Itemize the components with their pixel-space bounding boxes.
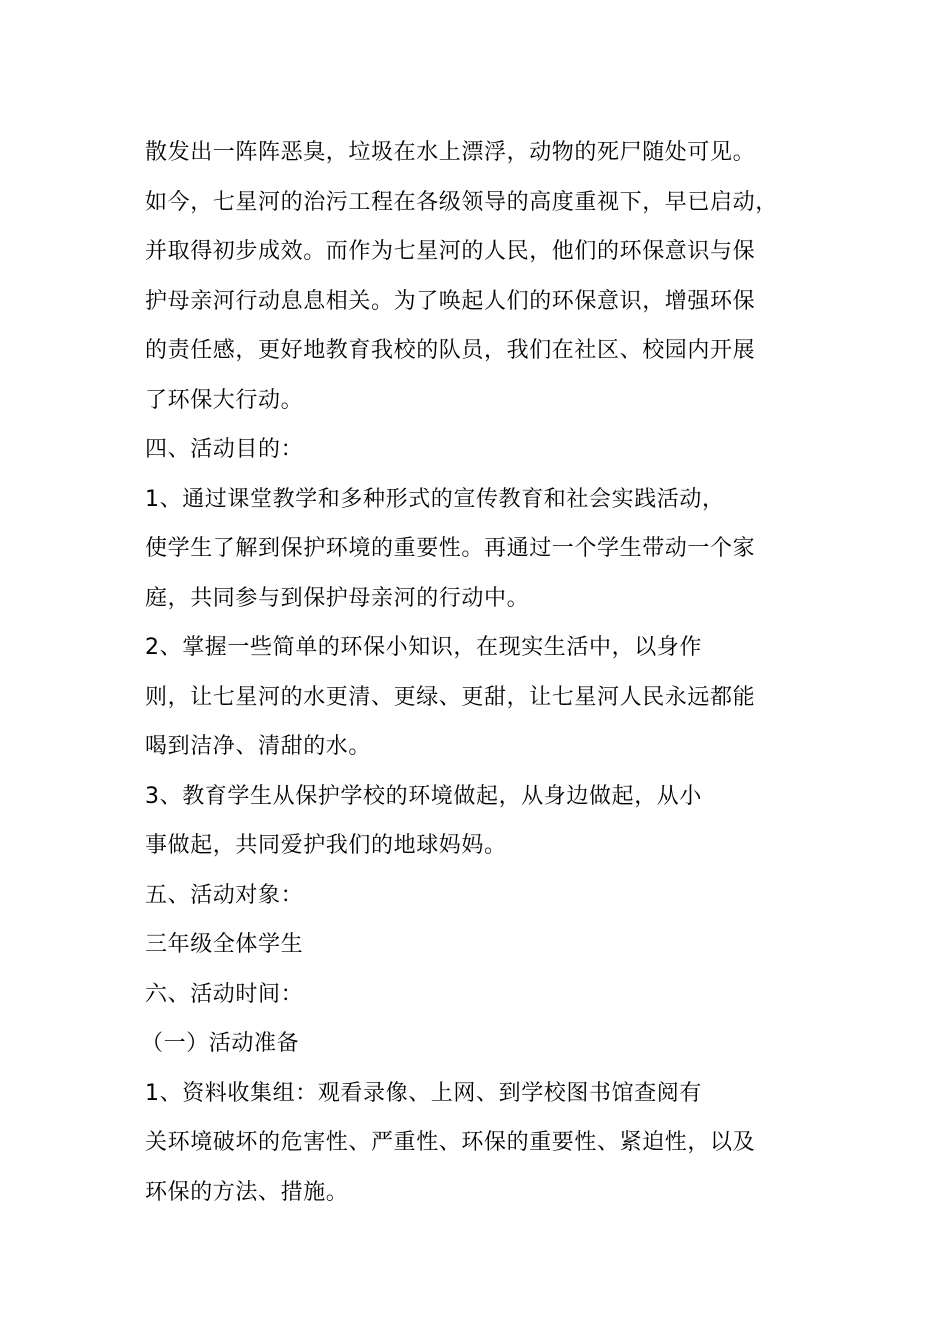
paragraph-line: 散发出一阵阵恶臭，垃圾在水上漂浮，动物的死尸随处可见。 (145, 140, 756, 165)
list-item-line: 2、掌握一些简单的环保小知识，在现实生活中，以身作 (145, 635, 702, 660)
paragraph-line: 如今，七星河的治污工程在各级领导的高度重视下，早已启动， (145, 189, 778, 215)
list-item-line: 关环境破坏的危害性、严重性、环保的重要性、紧迫性，以及 (145, 1130, 756, 1155)
paragraph-line: 并取得初步成效。而作为七星河的人民，他们的环保意识与保 (145, 239, 756, 264)
paragraph-line: 了环保大行动。 (145, 387, 304, 413)
list-item-line: 使学生了解到保护环境的重要性。再通过一个学生带动一个家 (145, 536, 756, 561)
document-body (141, 128, 785, 1217)
subsection-heading: （一）活动准备 (141, 1031, 300, 1056)
section-heading: 六、活动时间： (145, 981, 304, 1007)
section-heading: 四、活动目的： (145, 437, 304, 462)
list-item-line: 喝到洁净、清甜的水。 (145, 734, 372, 759)
list-item-line: 庭，共同参与到保护母亲河的行动中。 (145, 585, 530, 611)
list-item-line: 3、教育学生从保护学校的环境做起，从身边做起，从小 (145, 783, 702, 809)
list-item-line: 环保的方法、措施。 (145, 1179, 349, 1205)
list-item-line: 1、通过课堂教学和多种形式的宣传教育和社会实践活动， (145, 486, 725, 512)
list-item-line: 则，让七星河的水更清、更绿、更甜，让七星河人民永远都能 (145, 684, 756, 710)
paragraph-line: 护母亲河行动息息相关。为了唤起人们的环保意识，增强环保 (145, 288, 756, 314)
paragraph-line: 三年级全体学生 (145, 932, 304, 957)
paragraph-line: 的责任感，更好地教育我校的队员，我们在社区、校园内开展 (145, 338, 756, 363)
list-item-line: 事做起，共同爱护我们的地球妈妈。 (145, 833, 507, 858)
list-item-line: 1、资料收集组：观看录像、上网、到学校图书馆查阅有 (145, 1080, 702, 1106)
section-heading: 五、活动对象： (145, 882, 304, 908)
